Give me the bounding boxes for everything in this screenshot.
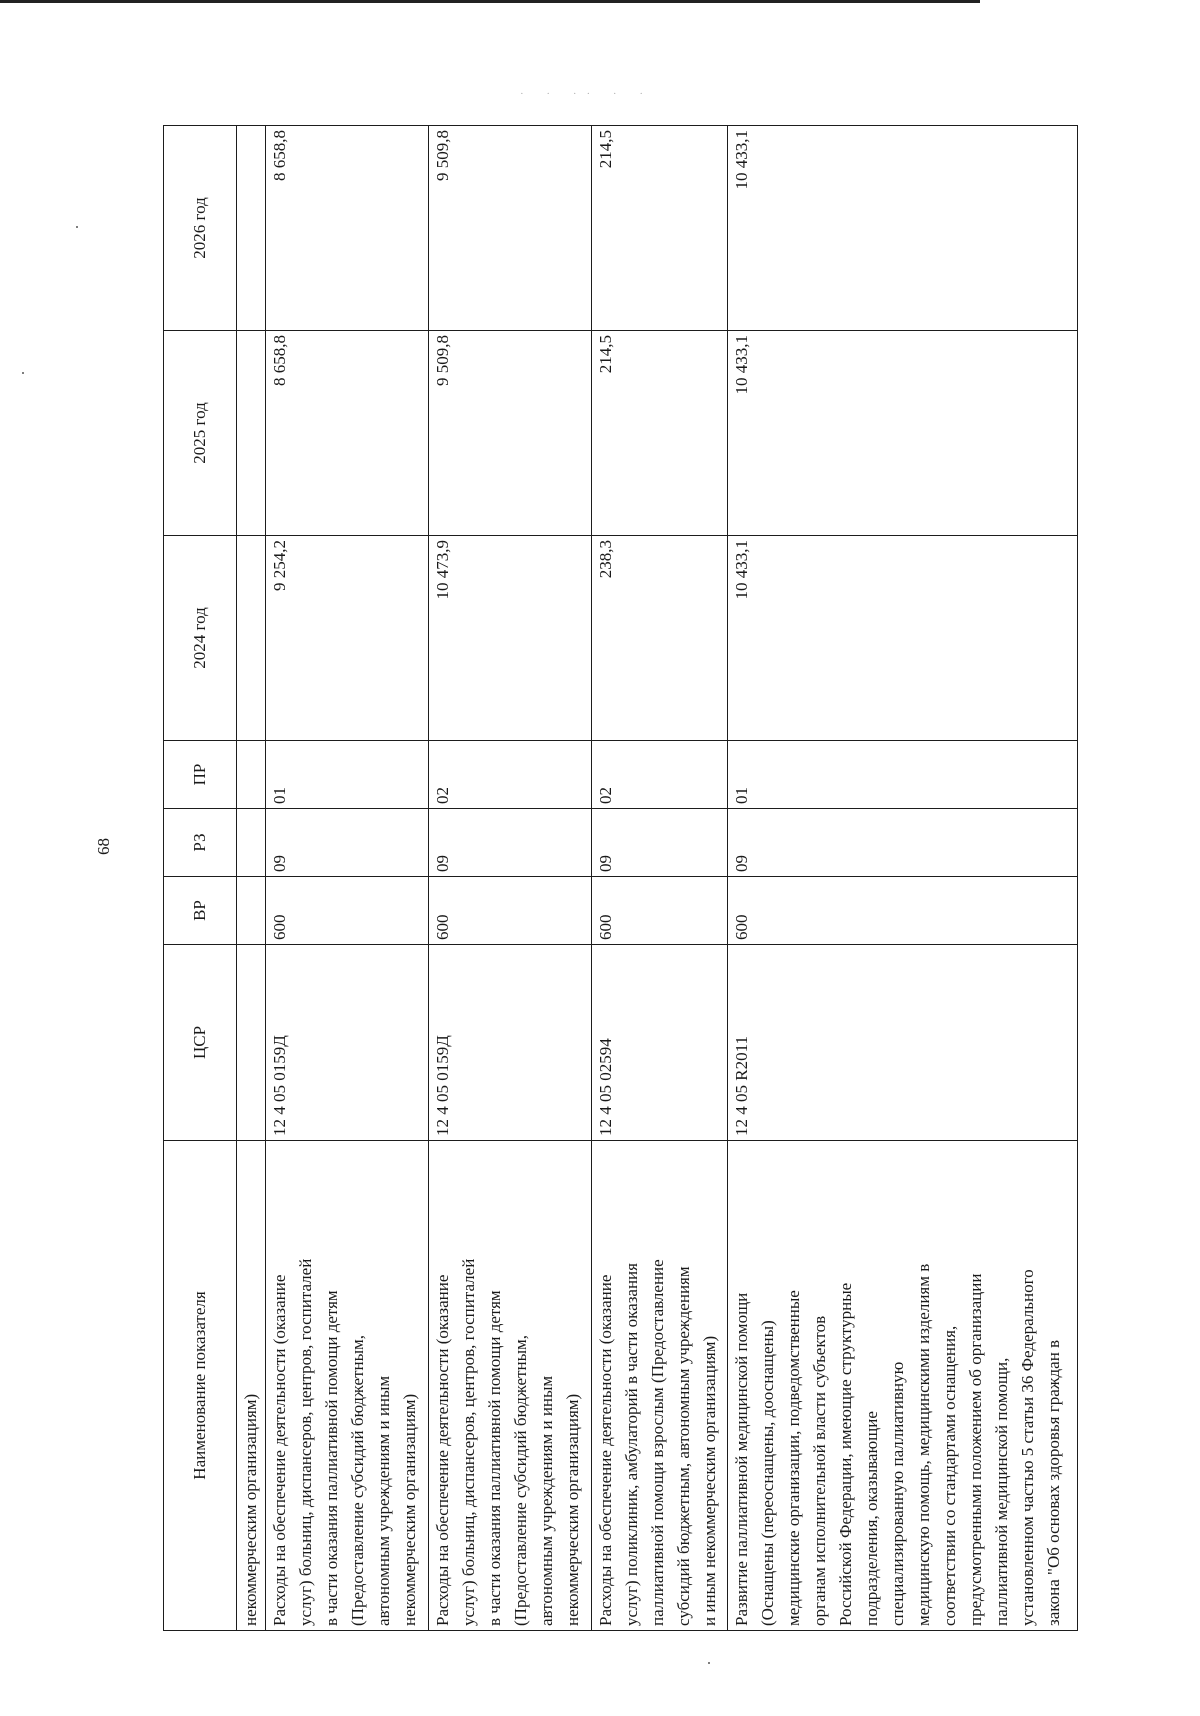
header-vr: ВР xyxy=(164,877,237,945)
scan-top-edge xyxy=(0,0,980,3)
header-row xyxy=(164,126,237,1631)
row-vr: 600 xyxy=(592,877,728,945)
row-csr: 12 4 05 0159Д xyxy=(429,945,592,1141)
scan-speck xyxy=(76,226,78,228)
row-vr: 600 xyxy=(728,877,1078,945)
table-row xyxy=(429,126,592,1631)
table-row xyxy=(266,126,429,1631)
row-2024: 10 433,1 xyxy=(728,536,1078,741)
row-2026: 214,5 xyxy=(592,126,728,331)
empty-cell xyxy=(237,126,266,331)
row-vr: 600 xyxy=(429,877,592,945)
row-name: Расходы на обеспечение деятельности (оказание услуг) поликлиник, амбулаторий в части оказания паллиативной помощи взрослым (Предоставление субсидий бюджетным, автономным учреждениям и иным некоммерческим организациям) xyxy=(592,1141,728,1631)
row-rz: 09 xyxy=(592,809,728,877)
row-pr: 02 xyxy=(429,741,592,809)
row-csr: 12 4 05 02594 xyxy=(592,945,728,1141)
table-row xyxy=(728,126,1078,1631)
row-name: Расходы на обеспечение деятельности (оказание услуг) больниц, диспансеров, центров, госпиталей в части оказания паллиативной помощи детям (Предоставление субсидий бюджетным, автономным учреждениям и иным некоммерческим организациям) xyxy=(429,1141,592,1631)
header-pr: ПР xyxy=(164,741,237,809)
row-2025: 9 509,8 xyxy=(429,331,592,536)
row-rz: 09 xyxy=(429,809,592,877)
budget-table-sheet xyxy=(163,126,1078,1631)
row-2026: 10 433,1 xyxy=(728,126,1078,331)
continuation-name: некоммерческим организациям) xyxy=(237,1141,266,1631)
empty-cell xyxy=(237,945,266,1141)
header-csr: ЦСР xyxy=(164,945,237,1141)
row-name: Развитие паллиативной медицинской помощи (Оснащены (переоснащены, дооснащены) медицинские организации, подведомственные органам исполнительной власти субъектов Российской Федерации, имеющие структурные подразделения, оказывающие специализированную паллиативную медицинскую помощь, медицинскими изделиям в соответствии со стандартами оснащения, предусмотренными положением об организации паллиативной медицинской помощи, установленном частью 5 статьи 36 Федерального закона "Об основах здоровья граждан в xyxy=(728,1141,1078,1631)
row-2026: 9 509,8 xyxy=(429,126,592,331)
row-rz: 09 xyxy=(266,809,429,877)
empty-cell xyxy=(237,536,266,741)
row-2024: 238,3 xyxy=(592,536,728,741)
row-2025: 8 658,8 xyxy=(266,331,429,536)
scan-speck xyxy=(708,1662,710,1664)
empty-cell xyxy=(237,809,266,877)
empty-cell xyxy=(237,877,266,945)
scan-specks: · · ·· · · xyxy=(520,88,653,100)
table-row xyxy=(592,126,728,1631)
row-rz: 09 xyxy=(728,809,1078,877)
header-name: Наименование показателя xyxy=(164,1141,237,1631)
empty-cell xyxy=(237,331,266,536)
row-pr: 01 xyxy=(728,741,1078,809)
header-2026: 2026 год xyxy=(164,126,237,331)
continuation-row xyxy=(237,126,266,1631)
row-2026: 8 658,8 xyxy=(266,126,429,331)
row-pr: 02 xyxy=(592,741,728,809)
row-csr: 12 4 05 0159Д xyxy=(266,945,429,1141)
row-2024: 9 254,2 xyxy=(266,536,429,741)
row-vr: 600 xyxy=(266,877,429,945)
empty-cell xyxy=(237,741,266,809)
row-csr: 12 4 05 R2011 xyxy=(728,945,1078,1141)
row-2024: 10 473,9 xyxy=(429,536,592,741)
row-2025: 10 433,1 xyxy=(728,331,1078,536)
budget-table xyxy=(163,125,1078,1631)
header-2024: 2024 год xyxy=(164,536,237,741)
row-pr: 01 xyxy=(266,741,429,809)
header-2025: 2025 год xyxy=(164,331,237,536)
page-number: 68 xyxy=(94,838,113,855)
header-rz: РЗ xyxy=(164,809,237,877)
scan-speck xyxy=(22,372,24,374)
row-2025: 214,5 xyxy=(592,331,728,536)
row-name: Расходы на обеспечение деятельности (оказание услуг) больниц, диспансеров, центров, госпиталей в части оказания паллиативной помощи детям (Предоставление субсидий бюджетным, автономным учреждениям и иным некоммерческим организациям) xyxy=(266,1141,429,1631)
